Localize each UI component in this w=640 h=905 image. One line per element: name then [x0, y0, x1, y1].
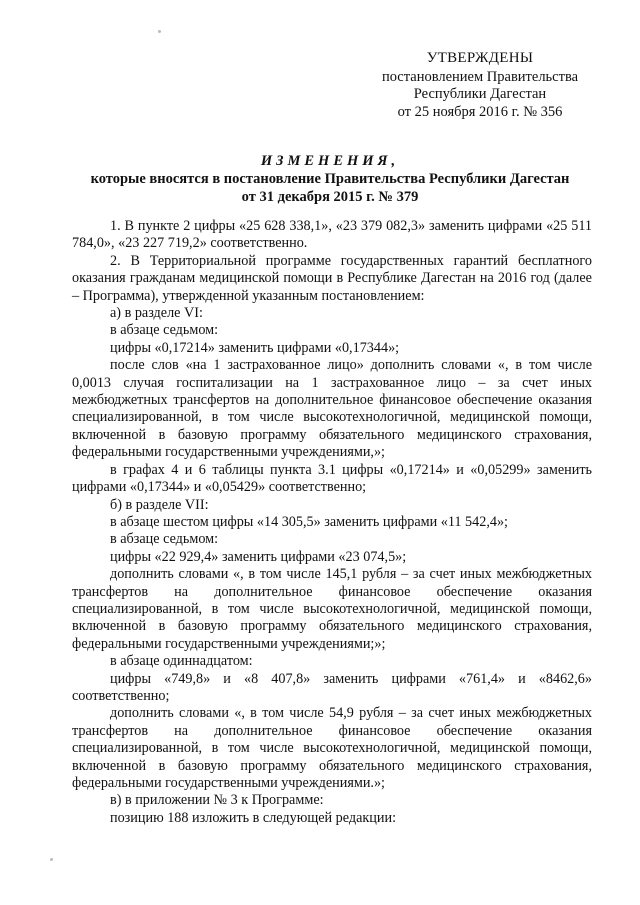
paragraph: 1. В пункте 2 цифры «25 628 338,1», «23 379 082,3» заменить цифрами «25 511 784,0», «23 227 719,2» соответственно. — [72, 218, 592, 252]
paragraph: в абзаце седьмом: — [110, 322, 219, 339]
paragraph: в абзаце одиннадцатом: — [110, 653, 253, 670]
paragraph: дополнить словами «, в том числе 145,1 рубля – за счет иных межбюджетных трансфертов на дополнительное финансовое обеспечение оказания специализированной, в том числе высокотехнологичной, медицинской помощи, включенной в базовую программу обязательного медицинского страхования, федеральными государственными учреждениями;»; — [72, 566, 592, 652]
paragraph: в абзаце седьмом: — [110, 531, 219, 548]
scan-speck — [158, 30, 161, 33]
paragraph: в графах 4 и 6 таблицы пункта 3.1 цифры «0,17214» и «0,05299» заменить цифрами «0,17344» и «0,05429» соответственно; — [72, 461, 592, 496]
paragraph: позицию 188 изложить в следующей редакции: — [110, 809, 397, 826]
document-body — [72, 218, 592, 827]
paragraph: цифры «22 929,4» заменить цифрами «23 074,5»; — [110, 548, 407, 565]
scan-speck — [50, 858, 53, 861]
paragraph: в) в приложении № 3 к Программе: — [110, 792, 324, 809]
document-title — [60, 152, 600, 206]
paragraph: а) в разделе VI: — [110, 305, 203, 322]
title-line-1: которые вносятся в постановление Правительства Республики Дагестан — [90, 171, 570, 187]
paragraph: после слов «на 1 застрахованное лицо» дополнить словами «, в том числе 0,0013 случая госпитализации на 1 застрахованное лицо – за счет иных межбюджетных трансфертов на дополнительное финансовое обеспечение оказания специализированной, в том числе высокотехнологичной, медицинской помощи, включенной в базовую программу обязательного медицинского страхования, федеральными государственными учреждениями,»; — [72, 357, 592, 461]
paragraph: б) в разделе VII: — [110, 496, 209, 513]
approval-line-2: Республики Дагестан — [413, 86, 547, 102]
paragraph: в абзаце шестом цифры «14 305,5» заменить цифрами «11 542,4»; — [110, 513, 508, 530]
paragraph: дополнить словами «, в том числе 54,9 рубля – за счет иных межбюджетных трансфертов на дополнительное финансовое обеспечение оказания специализированной, в том числе высокотехнологичной, медицинской помощи, включенной в базовую программу обязательного медицинского страхования, федеральными государственными учреждениями.»; — [72, 705, 592, 791]
title-line-2: от 31 декабря 2015 г. № 379 — [241, 189, 419, 205]
approval-line-3: от 25 ноября 2016 г. № 356 — [397, 103, 563, 120]
approval-heading: УТВЕРЖДЕНЫ — [426, 50, 534, 66]
approval-stamp — [360, 50, 600, 121]
paragraph: цифры «749,8» и «8 407,8» заменить цифрами «761,4» и «8462,6» соответственно; — [72, 670, 592, 704]
paragraph: цифры «0,17214» заменить цифрами «0,17344»; — [110, 339, 400, 356]
title-main: ИЗМЕНЕНИЯ, — [260, 153, 400, 169]
paragraph: 2. В Территориальной программе государственных гарантий бесплатного оказания гражданам медицинской помощи в Республике Дагестан на 2016 год (далее – Программа), утвержденной указанным постановлением: — [72, 252, 592, 304]
approval-line-1: постановлением Правительства — [381, 68, 579, 85]
